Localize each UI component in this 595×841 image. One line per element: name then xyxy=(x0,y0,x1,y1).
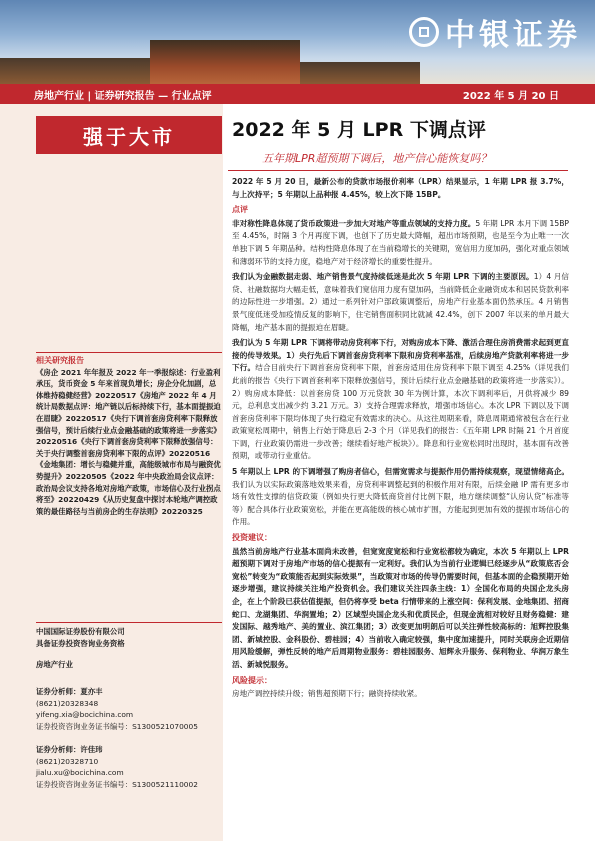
paragraph-2-body: 1）4 月信贷、社融数据均大幅走低，意味着我们宽信用力度有望加码，当前降低企业融资成本和居民贷款利率的边际性进一步增强。2）通过一系列针对户部政策调整后，房地产行业基本面仍然承压。4 月销售景气度低迷受加疫情反复的影响下，住宅销售面积同比就减 42.4%，创下 2007 年以来的单月最大降幅，地产基本面的提振迫在眉睫。 xyxy=(232,272,570,332)
company-qualification: 具备证券投资咨询业务资格 xyxy=(36,638,125,648)
paragraph-2-lead: 我们认为金融数据走弱、地产销售景气度持续低迷是此次 5 年期 LPR 下调的主要原因。 xyxy=(232,272,534,282)
analyst-2 xyxy=(36,744,222,790)
intro-paragraph: 2022 年 5 月 20 日，最新公布的贷款市场报价利率（LPR）结果显示，1 年期 LPR 报 3.7%，与上次持平；5 年期以上品种报 4.45%，较上次下降 15BP。 xyxy=(232,177,569,199)
paragraph-3 xyxy=(232,337,569,463)
analyst-1-name: 夏亦丰 xyxy=(80,687,103,696)
brand-name: 中银证券 xyxy=(445,18,581,53)
analyst-1 xyxy=(36,686,222,732)
analyst-2-cert: 证券投资咨询业务证书编号：S1300521110002 xyxy=(36,779,198,789)
analyst-1-email[interactable]: yifeng.xia@bocichina.com xyxy=(36,710,134,720)
advice-paragraph: 虽然当前房地产行业基本面尚未改善，但宽宽度宽松和行业宽松都较为确定，本次 5 年期以上 LPR 超预期下调对于房地产市场的信心提振有一定利好。我们认为当前行业逻辑已经逐步从“政策底否会宽松”转变为“政策能否起到实际效果”，当政策对市场的传导仍需要时间，但基本面的企稳预期开始逐步增强，建议持续关注地产投资机会。我们建议关注四条主线：1）全国化布局的央国企龙头房企，在上个阶段已获估值提振，但仍将享受 beta 行情带来的上涨空间：保利发展、金地集团、招商蛇口、龙湖集团、华润置地；2）区域型央国企龙头和优质民企，但现金流相对较好且财务稳健：建发国际、越秀地产、美的置业、滨江集团；3）改变更加明朗后可以关注弹性较高标的：旭辉控股集团、新城控股、金科股份、碧桂园；4）当前收入确定较强，集中度加速提升，同时关联房企近期信用风险缓解，弹性反转的地产后周期物业服务：碧桂园服务、旭辉永升服务、保利物业、华润万象生活、新城悦服务。 xyxy=(232,546,569,669)
analyst-1-name-line xyxy=(36,686,222,698)
main-content xyxy=(232,176,569,704)
header-banner xyxy=(0,0,595,84)
analyst-1-role: 证券分析师： xyxy=(36,687,81,696)
comment-heading: 点评 xyxy=(232,205,248,215)
paragraph-1-lead: 非对称性降息体现了货币政策进一步加大对地产等重点领域的支持力度。 xyxy=(232,218,476,228)
bank-logo-icon xyxy=(409,17,439,47)
paragraph-4 xyxy=(232,466,569,529)
paragraph-3-body: 结合目前央行下调首套房贷利率下限，首套房适用住房贷利率下限下调至 4.25%（详见我们此前的报告《央行下调首套利率下限释放强信号，预计后续行业点金融基础的政策将进一步落实》）。2）购房成本降低：以首套房贷 100 万元贷款 30 年为例计算，本次下调利率后，月供将减少 89 元，总利息支出减少约 3.21 万元。3）支持合理需求释放，增强市场信心。本次 LPR 下调以及下调首套房贷利率下限均体现了央行稳定有效需求的决心。从这往周期来看，降息周期通常被包含在行业政策宽松周期中，销售上行始于降息后 2-3 个月（详见我们的报告：《五年期 LPR 时隔 21 个月首度下调，行业政策仍需进一步改善；继续看好地产板块》）。降息和行业宽松同时出现时，基本面有改善预期，或带动行业重估。 xyxy=(232,363,569,461)
paragraph-1-body: 5 年期 LPR 本月下调 15BP 至 4.45%，时隔 3 个月再度下调，也创下了历史最大降幅，超出市场预期，也是至今为止唯一一次单独下调 5 年期品种。结构性降息体现了在当前稳增长的关键期，宽信用力度加码，强化对重点领域和薄弱环节的支持力度，稳地产对于经济增长的重要性提升。 xyxy=(232,218,569,266)
paragraph-2 xyxy=(232,271,569,334)
breadcrumb: 房地产行业 | 证券研究报告 — 行业点评 xyxy=(34,91,212,102)
rating-badge: 强于大市 xyxy=(36,116,222,154)
paragraph-3-lead: 我们认为 5 年期 LPR 下调将带动房贷利率下行，对购房成本下降、激活合理住房消费需求起到更直接的传导效果。1）央行先后下调首套房贷利率下限和房贷利率基准，后续房地产贷款利率将进一步下行。 xyxy=(232,338,569,373)
brand xyxy=(409,10,581,54)
risk-paragraph: 房地产调控持续升级；销售超预期下行；融资持续收紧。 xyxy=(232,689,422,699)
advice-heading: 投资建议： xyxy=(232,533,272,543)
company-divider xyxy=(36,622,222,623)
palace-roof-left xyxy=(0,58,150,84)
report-date: 2022 年 5 月 20 日 xyxy=(462,91,559,102)
analyst-2-name-line xyxy=(36,744,222,756)
analyst-2-role: 证券分析师： xyxy=(36,745,81,754)
analyst-2-email[interactable]: jialu.xu@bocichina.com xyxy=(36,768,124,778)
related-divider xyxy=(36,352,222,353)
analyst-1-cert: 证券投资咨询业务证书编号：S1300521070005 xyxy=(36,721,198,731)
palace-roof-center xyxy=(150,40,300,84)
analyst-1-tel: (8621)20328348 xyxy=(36,698,99,708)
risk-heading: 风险提示： xyxy=(232,675,272,685)
title-divider xyxy=(228,170,568,171)
industry-label: 房地产行业 xyxy=(36,660,73,670)
palace-roof-right xyxy=(300,62,420,84)
paragraph-4-body: 我们认为以实际政策落地效果来看，房贷利率调整起到的积极作用对有限，后续金融 IP 需有更多市场有效性支撑的信贷政策（例如央行更大降低商贷首付比例下限，地方继续调整“认房认贷”标准等等）配合具体行业政策宽松，并能在更高能级的核心城市扩围，方能起到更加有效的提振市场信心的作用。 xyxy=(232,479,569,527)
related-reports xyxy=(36,355,222,517)
analyst-2-name: 许佳玮 xyxy=(80,745,103,754)
related-list: 《房企 2021 年年报及 2022 年一季报综述：行业盈利承压，货币资金 5 年来首现负增长；房企分化加剧，总体维持稳健经营》20220517《房地产 2022 年 4 月统计局数据点评：地产链以后标持续下行，基本面提振迫在眉睫》20220517《央行下调首套房贷利率下限释放强信号，预计后续行业点金融基础的政策将进一步落实》20220516《央行下调首套房贷利率下限释放强信号：关于央行调整首套房贷利率下限的点评》20220516《金地集团：增长与稳健并重，高能级城市布局与融资优势提升》20220505《2022 年中央政治局会议点评：政治局会议支持各地对房地产政策，市场信心及行业拐点将至》20220429《从历史复盘中探讨本轮地产调控政策的最佳路径与当前房企的生存法则》20220325 xyxy=(36,367,221,516)
related-heading: 相关研究报告 xyxy=(36,356,84,365)
category-bar xyxy=(0,84,595,104)
company-info xyxy=(36,626,222,671)
company-name: 中国国际证券股份有限公司 xyxy=(36,627,125,636)
page-subtitle: 五年期LPR超预期下调后，地产信心能恢复吗？ xyxy=(262,152,492,165)
analyst-2-tel: (8621)20328710 xyxy=(36,756,99,766)
paragraph-4-lead: 5 年期以上 LPR 的下调增强了购房者信心，但需宽需求与提振作用仍需持续观察，现望情绪高企。 xyxy=(232,467,569,477)
paragraph-1 xyxy=(232,218,569,268)
page-title: 2022 年 5 月 LPR 下调点评 xyxy=(232,119,486,141)
